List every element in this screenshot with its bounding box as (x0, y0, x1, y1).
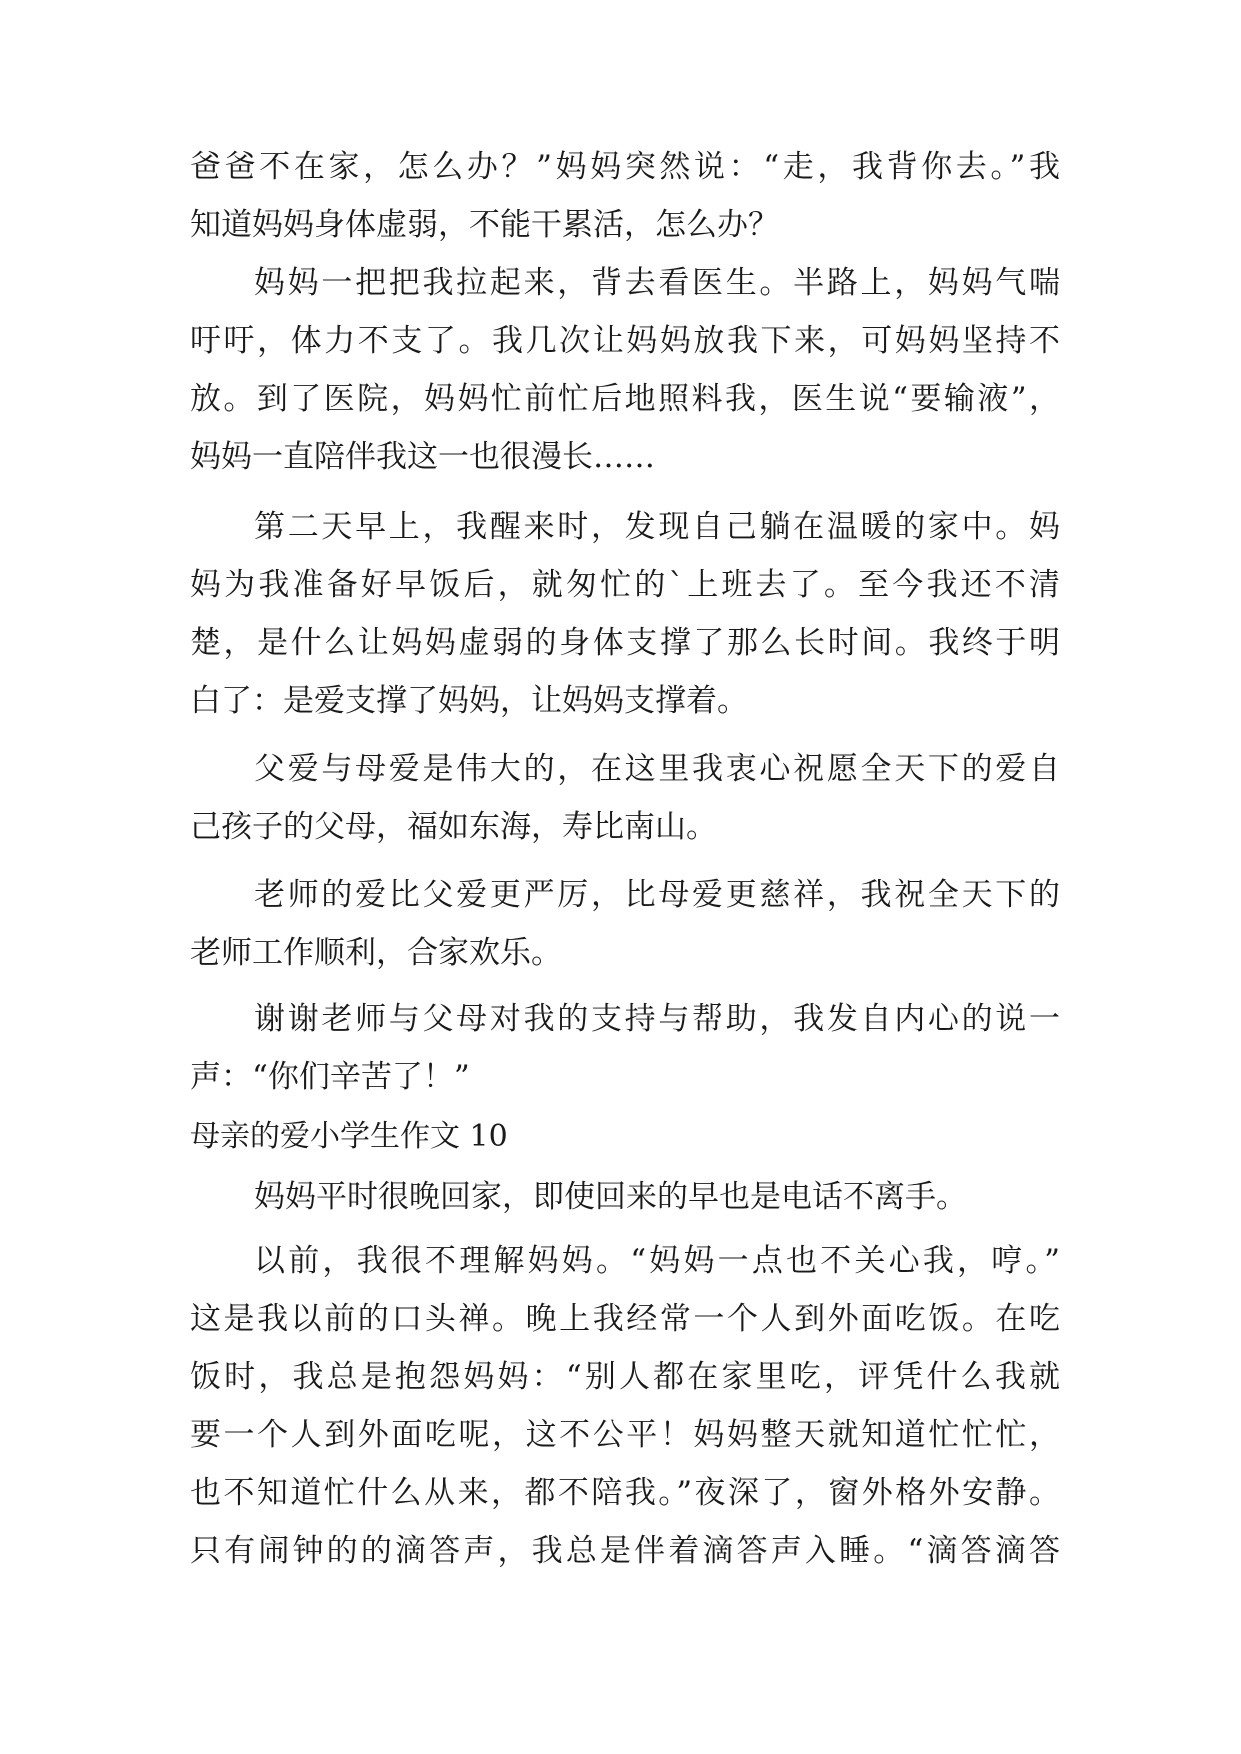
text-line: 爸爸不在家，怎么办？”妈妈突然说：“走，我背你去。”我 (190, 149, 1060, 185)
paragraph-start-line: 第二天早上，我醒来时，发现自己躺在温暖的家中。妈 (254, 509, 1060, 545)
text-line: 妈为我准备好早饭后，就匆忙的`上班去了。至今我还不清 (190, 567, 1060, 603)
section-title: 母亲的爱小学生作文 10 (190, 1119, 508, 1154)
text-line: 要一个人到外面吃呢，这不公平！妈妈整天就知道忙忙忙， (190, 1417, 1060, 1453)
paragraph-start-line: 妈妈平时很晚回家，即使回来的早也是电话不离手。 (254, 1179, 967, 1215)
paragraph-start-line: 老师的爱比父爱更严厉，比母爱更慈祥，我祝全天下的 (254, 877, 1060, 913)
text-line: 己孩子的父母，福如东海，寿比南山。 (190, 809, 717, 845)
paragraph-start-line: 谢谢老师与父母对我的支持与帮助，我发自内心的说一 (254, 1001, 1060, 1037)
text-line: 声：“你们辛苦了！” (190, 1059, 470, 1095)
text-line: 知道妈妈身体虚弱，不能干累活，怎么办？ (190, 207, 779, 243)
text-line: 楚，是什么让妈妈虚弱的身体支撑了那么长时间。我终于明 (190, 625, 1060, 661)
text-line: 只有闹钟的的滴答声，我总是伴着滴答声入睡。“滴答滴答 (190, 1533, 1060, 1569)
text-line: 也不知道忙什么从来，都不陪我。”夜深了，窗外格外安静。 (190, 1475, 1060, 1511)
text-line: 白了：是爱支撑了妈妈，让妈妈支撑着。 (190, 683, 748, 719)
text-line: 放。到了医院，妈妈忙前忙后地照料我，医生说“要输液”， (190, 381, 1060, 417)
paragraph-start-line: 父爱与母爱是伟大的，在这里我衷心祝愿全天下的爱自 (254, 751, 1060, 787)
paragraph-start-line: 以前，我很不理解妈妈。“妈妈一点也不关心我，哼。” (254, 1243, 1060, 1279)
paragraph-start-line: 妈妈一把把我拉起来，背去看医生。半路上，妈妈气喘 (254, 265, 1060, 301)
text-line: 这是我以前的口头禅。晚上我经常一个人到外面吃饭。在吃 (190, 1301, 1060, 1337)
text-line: 吁吁，体力不支了。我几次让妈妈放我下来，可妈妈坚持不 (190, 323, 1060, 359)
text-line: 老师工作顺利，合家欢乐。 (190, 935, 562, 971)
text-line: 饭时，我总是抱怨妈妈：“别人都在家里吃，评凭什么我就 (190, 1359, 1060, 1395)
text-line: 妈妈一直陪伴我这一也很漫长…… (190, 439, 655, 475)
